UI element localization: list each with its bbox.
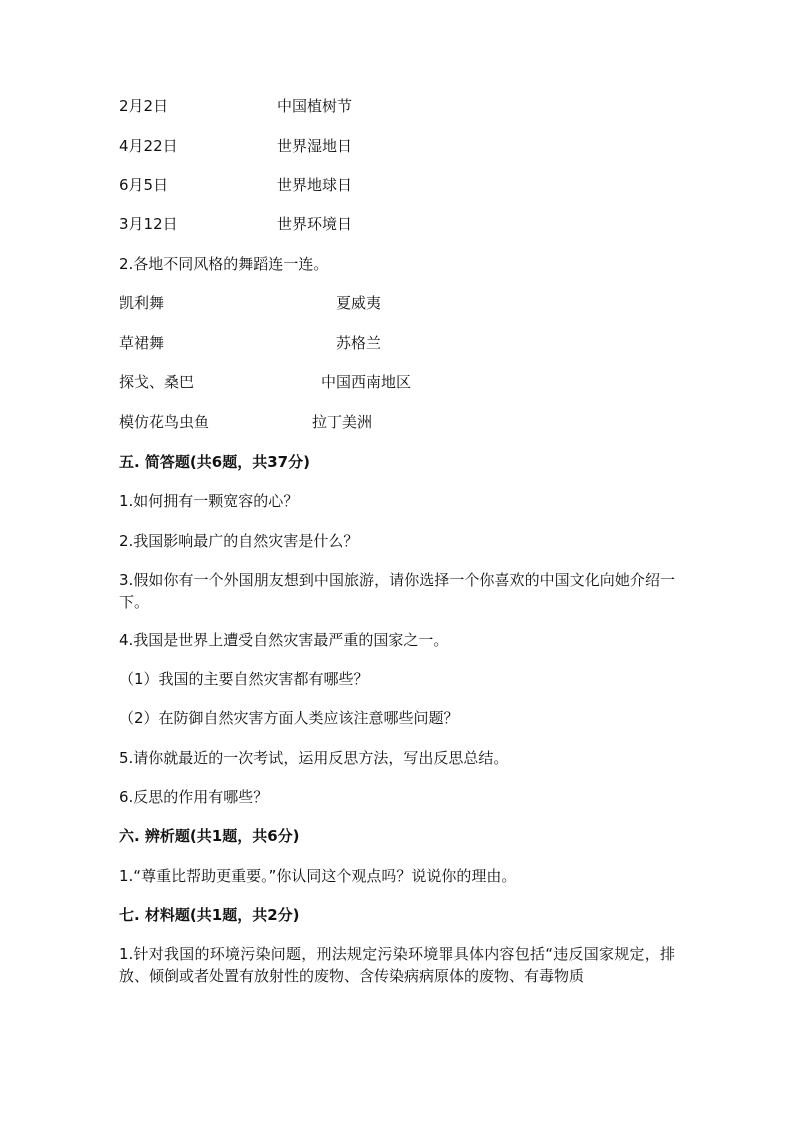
match1-date-3: 6月5日 — [119, 176, 169, 194]
match1-event-3: 世界地球日 — [277, 176, 353, 194]
section-6-q1: 1.“尊重比帮助更重要。”你认同这个观点吗？说说你的理由。 — [119, 867, 517, 885]
match2-place-1: 夏威夷 — [336, 294, 382, 312]
match2-dance-1: 凯利舞 — [119, 294, 165, 312]
match2-dance-3: 探戈、桑巴 — [119, 373, 195, 391]
section-5-q4-sub1: （1）我国的主要自然灾害都有哪些？ — [119, 670, 369, 688]
question-2-title: 2.各地不同风格的舞蹈连一连。 — [119, 255, 329, 273]
match1-date-1: 2月2日 — [119, 97, 169, 115]
match2-place-2: 苏格兰 — [336, 334, 382, 352]
section-5-q3: 3.假如你有一个外国朋友想到中国旅游，请你选择一个你喜欢的中国文化向她介绍一下。 — [119, 571, 675, 611]
section-5-q1: 1.如何拥有一颗宽容的心？ — [119, 492, 299, 510]
section-5-q2: 2.我国影响最广的自然灾害是什么？ — [119, 532, 359, 550]
section-5-q4: 4.我国是世界上遭受自然灾害最严重的国家之一。 — [119, 631, 449, 649]
match1-date-2: 4月22日 — [119, 137, 178, 155]
section-7-heading: 七. 材料题(共1题，共2分) — [119, 906, 300, 924]
match2-place-4: 拉丁美洲 — [312, 413, 373, 431]
match2-dance-4: 模仿花鸟虫鱼 — [119, 413, 210, 431]
section-5-q5: 5.请你就最近的一次考试，运用反思方法，写出反思总结。 — [119, 749, 509, 767]
section-6-heading: 六. 辨析题(共1题，共6分) — [119, 827, 300, 845]
section-5-q6: 6.反思的作用有哪些？ — [119, 788, 269, 806]
section-5-q4-sub2: （2）在防御自然灾害方面人类应该注意哪些问题？ — [119, 709, 459, 727]
section-5-heading: 五. 简答题(共6题，共37分) — [119, 453, 310, 471]
match1-date-4: 3月12日 — [119, 215, 178, 233]
match2-place-3: 中国西南地区 — [321, 373, 412, 391]
match2-dance-2: 草裙舞 — [119, 334, 165, 352]
match1-event-2: 世界湿地日 — [277, 137, 353, 155]
match1-event-1: 中国植树节 — [277, 97, 353, 115]
match1-event-4: 世界环境日 — [277, 215, 353, 233]
section-7-q1: 1.针对我国的环境污染问题，刑法规定污染环境罪具体内容包括“违反国家规定，排放、倾倒或者处置有放射性的废物、含传染病病原体的废物、有毒物质 — [119, 945, 675, 985]
